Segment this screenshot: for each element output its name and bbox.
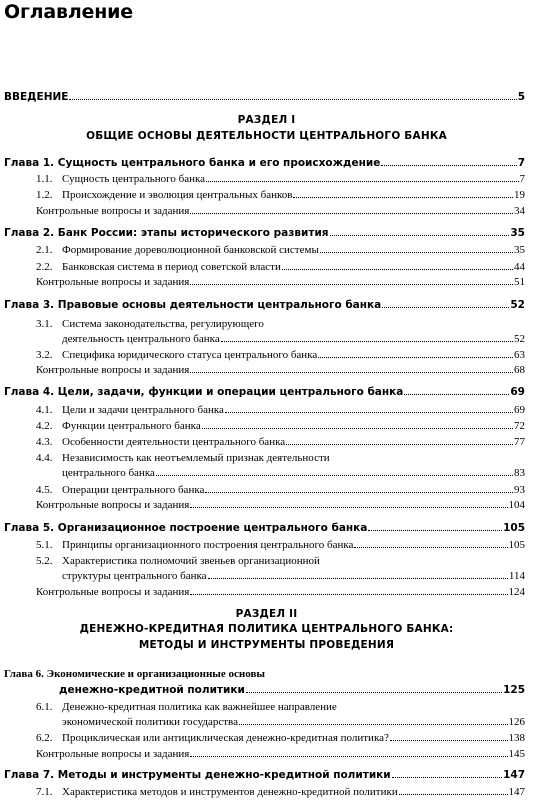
toc-subsection[interactable]	[62, 570, 525, 582]
toc-subsection[interactable]	[36, 404, 525, 416]
chapter-page: 52	[510, 299, 525, 311]
toc-review[interactable]	[36, 205, 525, 217]
section-title-line2: МЕТОДЫ И ИНСТРУМЕНТЫ ПРОВЕДЕНИЯ	[138, 639, 395, 651]
dot-leader	[190, 213, 513, 214]
toc-chapter[interactable]	[59, 684, 525, 696]
dot-leader	[382, 307, 509, 308]
section-title: ОБЩИЕ ОСНОВЫ ДЕЯТЕЛЬНОСТИ ЦЕНТРАЛЬНОГО БАНКА	[86, 130, 447, 142]
toc-subsection[interactable]	[36, 539, 525, 551]
dot-leader	[221, 341, 513, 342]
dot-leader	[69, 99, 516, 100]
dot-leader	[239, 724, 508, 725]
review-title: Контрольные вопросы и задания	[36, 205, 190, 217]
toc-review[interactable]	[36, 364, 525, 376]
dot-leader	[293, 197, 513, 198]
toc-subsection-first-line[interactable]	[36, 452, 330, 464]
toc-review[interactable]	[36, 499, 525, 511]
item-title: Функции центрального банка	[62, 420, 201, 432]
toc-subsection[interactable]	[36, 349, 525, 361]
toc-subsection[interactable]	[36, 436, 525, 448]
item-title: Специфика юридического статуса центрального банка	[62, 349, 318, 361]
toc-subsection-first-line[interactable]	[36, 701, 337, 713]
toc-review[interactable]	[36, 586, 525, 598]
item-page: 69	[514, 404, 525, 416]
toc-chapter[interactable]	[4, 769, 525, 781]
item-title: Особенности деятельности центрального банка	[62, 436, 286, 448]
item-page: 35	[514, 244, 525, 256]
dot-leader	[202, 428, 513, 429]
item-title: Характеристика методов и инструментов денежно-кредитной политики	[62, 786, 398, 798]
item-title: экономической политики государства	[62, 716, 238, 728]
toc-entry-intro[interactable]	[4, 91, 525, 103]
dot-leader	[190, 372, 513, 373]
chapter-title-line1: Глава 6. Экономические и организационные основы	[4, 668, 265, 680]
review-page: 34	[514, 205, 525, 217]
chapter-page: 7	[517, 157, 525, 169]
review-title: Контрольные вопросы и задания	[36, 364, 190, 376]
dot-leader	[399, 794, 508, 795]
dot-leader	[318, 357, 513, 358]
review-title: Контрольные вопросы и задания	[36, 499, 190, 511]
item-title: Операции центрального банка	[62, 484, 205, 496]
review-page: 104	[508, 499, 525, 511]
chapter-title: Глава 7. Методы и инструменты денежно-кредитной политики	[4, 769, 391, 781]
review-page: 51	[514, 276, 525, 288]
page-title: Оглавление	[4, 1, 133, 23]
chapter-title: денежно-кредитной политики	[59, 684, 245, 696]
dot-leader	[190, 284, 513, 285]
item-title-line1: Денежно-кредитная политика как важнейшее направление	[62, 701, 337, 713]
review-page: 124	[508, 586, 525, 598]
item-title-line1: Система законодательства, регулирующего	[62, 318, 264, 330]
item-title-line1: Характеристика полномочий звеньев организационной	[62, 555, 320, 567]
item-page: 105	[508, 539, 525, 551]
item-title: центрального банка	[62, 467, 155, 479]
chapter-title: Глава 2. Банк России: этапы исторического развития	[4, 227, 329, 239]
item-page: 44	[514, 261, 525, 273]
item-page: 138	[508, 732, 525, 744]
toc-subsection[interactable]	[36, 732, 525, 744]
toc-subsection-first-line[interactable]	[36, 318, 264, 330]
item-number: 1.2.	[36, 189, 53, 201]
item-title: Формирование дореволюционной банковской системы	[62, 244, 319, 256]
toc-subsection-first-line[interactable]	[36, 555, 320, 567]
toc-subsection[interactable]	[36, 786, 525, 798]
dot-leader	[190, 594, 507, 595]
dot-leader	[381, 165, 516, 166]
toc-subsection[interactable]	[36, 244, 525, 256]
entry-title: ВВЕДЕНИЕ	[4, 91, 69, 103]
chapter-title: Глава 1. Сущность центрального банка и его происхождение	[4, 157, 381, 169]
item-number: 2.2.	[36, 261, 53, 273]
toc-subsection[interactable]	[62, 716, 525, 728]
dot-leader	[246, 692, 502, 693]
item-number: 5.2.	[36, 555, 53, 567]
section-label: РАЗДЕЛ I	[237, 114, 296, 126]
dot-leader	[404, 394, 509, 395]
toc-subsection[interactable]	[36, 189, 525, 201]
toc-chapter[interactable]	[4, 522, 525, 534]
dot-leader	[190, 507, 507, 508]
dot-leader	[392, 777, 502, 778]
item-title: деятельность центрального банка	[62, 333, 220, 345]
item-number: 6.2.	[36, 732, 53, 744]
toc-chapter[interactable]	[4, 386, 525, 398]
chapter-page: 35	[510, 227, 525, 239]
item-title: Проциклическая или антициклическая денежно-кредитная политика?	[62, 732, 389, 744]
item-number: 1.1.	[36, 173, 53, 185]
chapter-title: Глава 4. Цели, задачи, функции и операции центрального банка	[4, 386, 404, 398]
item-page: 63	[514, 349, 525, 361]
item-page: 114	[508, 570, 525, 582]
toc-subsection[interactable]	[36, 420, 525, 432]
toc-subsection[interactable]	[62, 333, 525, 345]
section-label: РАЗДЕЛ II	[235, 608, 298, 620]
item-number: 4.2.	[36, 420, 53, 432]
chapter-page: 105	[503, 522, 525, 534]
item-page: 83	[514, 467, 525, 479]
item-page: 77	[514, 436, 525, 448]
item-number: 4.5.	[36, 484, 53, 496]
toc-subsection[interactable]	[36, 484, 525, 496]
chapter-title: Глава 3. Правовые основы деятельности центрального банка	[4, 299, 382, 311]
section-title-line1: ДЕНЕЖНО-КРЕДИТНАЯ ПОЛИТИКА ЦЕНТРАЛЬНОГО БАНКА:	[79, 623, 454, 635]
toc-chapter[interactable]	[4, 157, 525, 169]
dot-leader	[156, 475, 513, 476]
toc-review[interactable]	[36, 748, 525, 760]
item-page: 7	[519, 173, 525, 185]
item-number: 2.1.	[36, 244, 53, 256]
toc-subsection[interactable]	[62, 467, 525, 479]
dot-leader	[190, 756, 507, 757]
item-number: 7.1.	[36, 786, 53, 798]
dot-leader	[225, 412, 513, 413]
toc-subsection[interactable]	[36, 173, 525, 185]
chapter-title: Глава 5. Организационное построение центрального банка	[4, 522, 368, 534]
item-page: 52	[514, 333, 525, 345]
dot-leader	[390, 740, 508, 741]
item-number: 6.1.	[36, 701, 53, 713]
toc-subsection[interactable]	[36, 261, 525, 273]
item-title: Происхождение и эволюция центральных банков	[62, 189, 293, 201]
dot-leader	[368, 530, 502, 531]
item-page: 93	[514, 484, 525, 496]
dot-leader	[208, 578, 508, 579]
review-title: Контрольные вопросы и задания	[36, 586, 190, 598]
item-page: 19	[514, 189, 525, 201]
toc-chapter-first-line[interactable]	[4, 668, 265, 680]
review-page: 68	[514, 364, 525, 376]
item-number: 4.4.	[36, 452, 53, 464]
toc-chapter[interactable]	[4, 227, 525, 239]
item-title: Принципы организационного построения центрального банка	[62, 539, 354, 551]
dot-leader	[206, 181, 518, 182]
review-title: Контрольные вопросы и задания	[36, 276, 190, 288]
item-number: 3.1.	[36, 318, 53, 330]
dot-leader	[286, 444, 513, 445]
dot-leader	[205, 492, 513, 493]
item-page: 126	[508, 716, 525, 728]
item-title: Цели и задачи центрального банка	[62, 404, 224, 416]
chapter-page: 147	[503, 769, 525, 781]
item-page: 147	[508, 786, 525, 798]
dot-leader	[282, 269, 513, 270]
item-number: 4.3.	[36, 436, 53, 448]
chapter-page: 69	[510, 386, 525, 398]
dot-leader	[330, 235, 510, 236]
item-title: Сущность центрального банка	[62, 173, 206, 185]
item-title-line1: Независимость как неотъемлемый признак деятельности	[62, 452, 330, 464]
item-title: структуры центрального банка	[62, 570, 207, 582]
chapter-page: 125	[503, 684, 525, 696]
item-page: 72	[514, 420, 525, 432]
dot-leader	[320, 252, 513, 253]
toc-chapter[interactable]	[4, 299, 525, 311]
item-title: Банковская система в период советской власти	[62, 261, 281, 273]
toc-review[interactable]	[36, 276, 525, 288]
item-number: 5.1.	[36, 539, 53, 551]
item-number: 4.1.	[36, 404, 53, 416]
review-page: 145	[508, 748, 525, 760]
dot-leader	[354, 547, 507, 548]
review-title: Контрольные вопросы и задания	[36, 748, 190, 760]
item-number: 3.2.	[36, 349, 53, 361]
entry-page: 5	[517, 91, 525, 103]
